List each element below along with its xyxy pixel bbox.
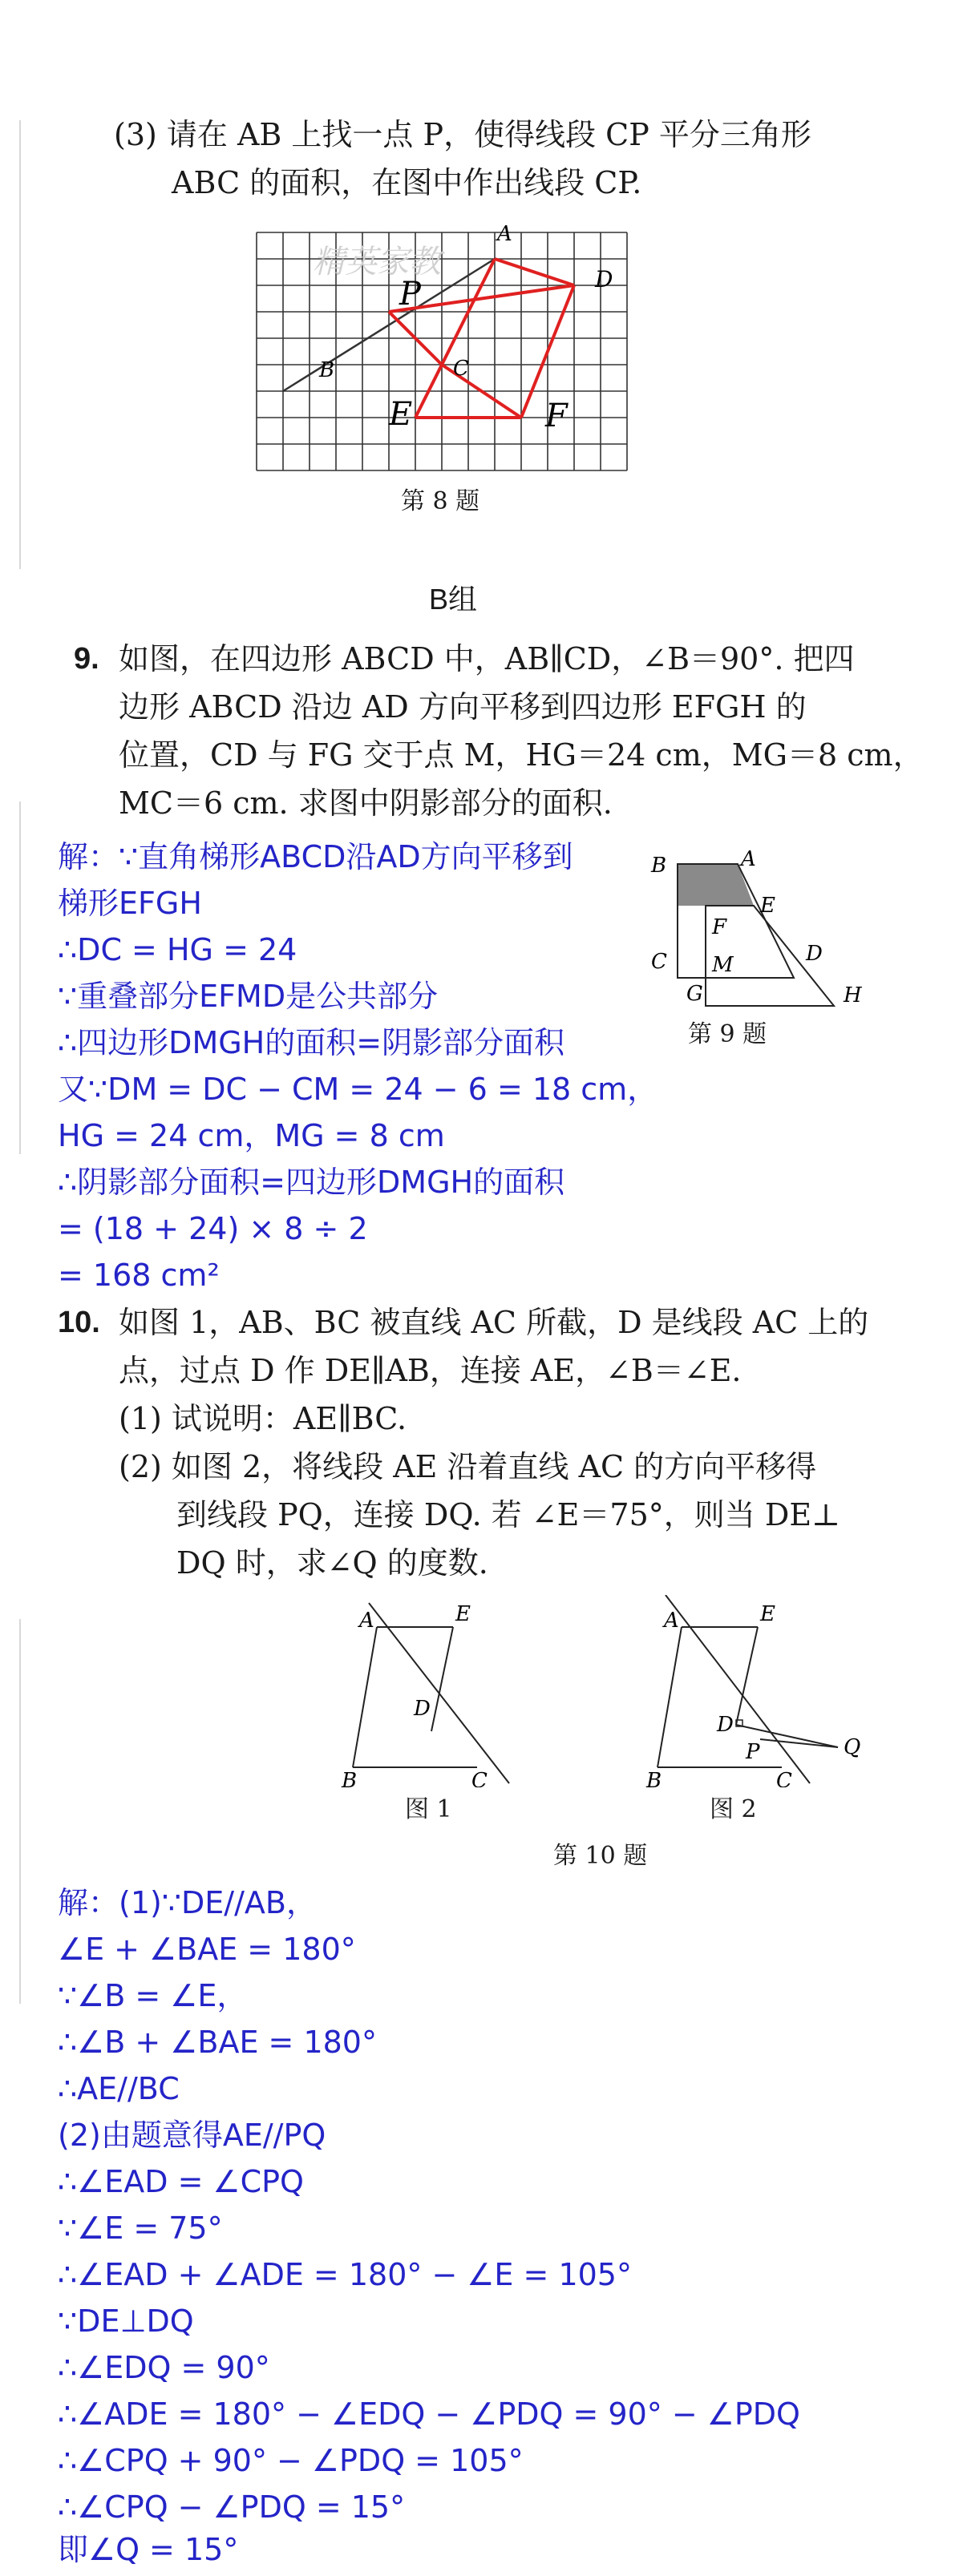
q9-answer-line: 又∵DM = DC − CM = 24 − 6 = 18 cm，: [58, 1072, 658, 1107]
q9-line4: MC＝6 cm. 求图中阴影部分的面积.: [119, 785, 613, 821]
q9-answer-line: ∴阴影部分面积=四边形DMGH的面积: [58, 1165, 565, 1200]
q8-label-P: P: [399, 276, 421, 313]
fig2-label-C: C: [776, 1769, 792, 1787]
q10-answer-line: 即∠Q = 15°: [58, 2532, 239, 2567]
fig1-label-D: D: [414, 1697, 431, 1721]
q8-grid-figure: [241, 216, 658, 473]
q10-answer-line: ∴∠CPQ − ∠PDQ = 15°: [58, 2489, 406, 2525]
q8-label-D: D: [595, 266, 613, 293]
fig2-caption: 图 2: [710, 1795, 757, 1823]
q10-caption: 第 10 题: [553, 1842, 648, 1870]
q10-answer-line: ∴∠ADE = 180° − ∠EDQ − ∠PDQ = 90° − ∠PDQ: [58, 2396, 800, 2432]
fig2-label-E: E: [760, 1602, 775, 1626]
margin-rule: [19, 120, 21, 569]
q8-part3-line1: (3) 请在 AB 上找一点 P，使得线段 CP 平分三角形: [114, 117, 811, 152]
q10-answer-line: ∴∠CPQ + 90° − ∠PDQ = 105°: [58, 2443, 524, 2478]
q9-label-D: D: [806, 942, 823, 966]
q9-answer-line: = 168 cm²: [58, 1258, 220, 1293]
q9-figure: [641, 834, 882, 1018]
q10-part2-line3: DQ 时，求∠Q 的度数.: [176, 1545, 488, 1581]
q9-line2: 边形 ABCD 沿边 AD 方向平移到四边形 EFGH 的: [119, 689, 807, 725]
q9-answer-line: 解：∵直角梯形ABCD沿AD方向平移到: [58, 839, 573, 874]
q9-answer-line: ∴DC = HG = 24: [58, 932, 297, 967]
fig2-label-D: D: [717, 1713, 734, 1737]
q10-answer-line: ∵DE⊥DQ: [58, 2303, 194, 2339]
pentagon-edge: [495, 259, 574, 285]
q9-answer-line: ∴四边形DMGH的面积=阴影部分面积: [58, 1025, 565, 1060]
q9-label-G: G: [686, 982, 703, 1006]
q9-line3: 位置，CD 与 FG 交于点 M，HG＝24 cm，MG＝8 cm，: [119, 737, 924, 773]
q10-answer-line: ∴∠EAD = ∠CPQ: [58, 2164, 304, 2199]
fig1-label-A: A: [359, 1609, 374, 1633]
q10-part1: (1) 试说明：AE∥BC.: [119, 1401, 407, 1436]
q10-answer-line: ∴∠EDQ = 90°: [58, 2350, 270, 2385]
q9-label-F: F: [712, 915, 727, 939]
q9-label-B: B: [651, 854, 667, 878]
fig2-label-A: A: [664, 1609, 679, 1633]
q9-answer-line: HG = 24 cm，MG = 8 cm: [58, 1118, 445, 1153]
fig1-label-C: C: [471, 1769, 488, 1787]
q9-line1: 如图，在四边形 ABCD 中，AB∥CD，∠B＝90°. 把四: [119, 641, 855, 676]
margin-rule: [19, 1619, 21, 2004]
q10-answer-line: ∠E + ∠BAE = 180°: [58, 1932, 356, 1967]
q9-answer-line: ∵重叠部分EFMD是公共部分: [58, 979, 439, 1014]
q9-answer-line: 梯形EFGH: [58, 886, 202, 921]
fig2-label-P: P: [746, 1740, 760, 1764]
q10-answer-line: (2)由题意得AE//PQ: [58, 2118, 326, 2153]
q10-line2: 点，过点 D 作 DE∥AB，连接 AE，∠B＝∠E.: [119, 1353, 742, 1388]
margin-rule: [19, 801, 21, 1154]
q8-label-F: F: [545, 398, 568, 434]
q9-caption: 第 9 题: [688, 1020, 767, 1048]
q10-part2-line1: (2) 如图 2，将线段 AE 沿着直线 AC 的方向平移得: [119, 1449, 817, 1484]
q10-figure-2: [641, 1595, 882, 1787]
fig2-label-B: B: [646, 1769, 662, 1787]
watermark-text: 精英家教: [313, 244, 441, 281]
fig1-caption: 图 1: [405, 1795, 452, 1823]
q9-number: 9.: [74, 642, 99, 676]
q10-answer-line: 解：(1)∵DE//AB，: [58, 1885, 317, 1920]
q8-part3-line2: ABC 的面积，在图中作出线段 CP.: [172, 165, 642, 200]
q8-label-A: A: [497, 222, 512, 246]
q9-label-C: C: [651, 950, 667, 974]
q9-label-E: E: [760, 894, 775, 918]
q10-answer-line: ∴∠EAD + ∠ADE = 180° − ∠E = 105°: [58, 2257, 632, 2292]
q10-line1: 如图 1，AB、BC 被直线 AC 所截，D 是线段 AC 上的: [119, 1305, 869, 1340]
q10-number: 10.: [58, 1306, 100, 1339]
q10-figure-1: [337, 1595, 529, 1787]
q9-label-A: A: [741, 847, 756, 871]
q8-label-E: E: [389, 396, 413, 433]
q9-label-H: H: [844, 983, 862, 1007]
q10-answer-line: ∵∠B = ∠E，: [58, 1978, 248, 2013]
q10-part2-line2: 到线段 PQ，连接 DQ. 若 ∠E＝75°，则当 DE⊥: [176, 1497, 840, 1532]
q10-answer-line: ∵∠E = 75°: [58, 2211, 223, 2246]
q10-answer-line: ∴∠B + ∠BAE = 180°: [58, 2025, 377, 2060]
q8-caption: 第 8 题: [401, 487, 480, 515]
fig1-label-E: E: [455, 1602, 471, 1626]
fig2-label-Q: Q: [844, 1735, 861, 1759]
q8-label-C: C: [453, 357, 469, 381]
q10-answer-line: ∴AE//BC: [58, 2071, 180, 2106]
q8-label-B: B: [319, 358, 335, 382]
fig1-label-B: B: [342, 1769, 358, 1787]
section-b-heading: B组: [429, 583, 478, 616]
q9-label-M: M: [712, 953, 734, 977]
q9-answer-line: = (18 + 24) × 8 ÷ 2: [58, 1211, 368, 1246]
